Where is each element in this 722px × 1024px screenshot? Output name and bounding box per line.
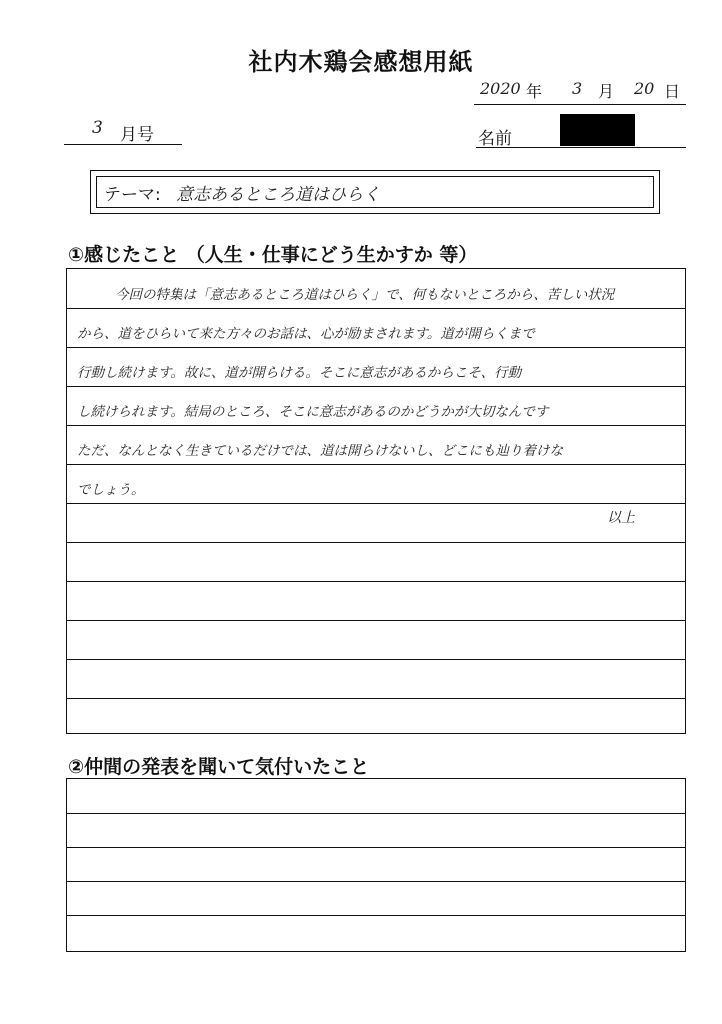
section2-writing-area xyxy=(66,778,686,952)
name-label: 名前 xyxy=(478,129,512,149)
date-day-label: 日 xyxy=(664,82,681,101)
form-title: 社内木鶏会感想用紙 xyxy=(248,48,474,76)
section1-line-6: でしょう。 xyxy=(77,482,145,498)
section1-line-3: 行動し続けます。故に、道が開らける。そこに意志があるからこそ、行動 xyxy=(77,365,522,381)
theme-label: テーマ: xyxy=(104,185,161,205)
section1-line-5: ただ、なんとなく生きているだけでは、道は開らけないし、どこにも辿り着けな xyxy=(77,443,563,459)
issue-underline xyxy=(64,144,182,145)
section1-line-2: から、道をひらいて来た方々のお話は、心が励まされます。道が開らくまで xyxy=(77,326,535,342)
date-month-label: 月 xyxy=(598,82,615,101)
date-year-value: 2020 xyxy=(480,79,521,98)
issue-value: 3 xyxy=(92,118,103,138)
date-underline xyxy=(474,104,686,105)
section1-writing-area xyxy=(66,268,686,734)
name-redaction xyxy=(560,114,635,146)
issue-label: 月号 xyxy=(120,125,154,145)
section1-line-4: し続けられます。結局のところ、そこに意志があるのかどうかが大切なんです xyxy=(77,404,549,420)
section2-heading: ②仲間の発表を聞いて気付いたこと xyxy=(68,756,370,778)
section1-heading: ①感じたこと （人生・仕事にどう生かすか 等） xyxy=(68,244,478,266)
date-day-value: 20 xyxy=(634,79,655,98)
theme-row xyxy=(104,180,380,205)
theme-value: 意志あるところ道はひらく xyxy=(176,185,381,205)
section1-closing: 以上 xyxy=(607,510,635,526)
section1-line-1: 今回の特集は「意志あるところ道はひらく」で、何もないところから、苦しい状況 xyxy=(115,287,615,303)
date-year-label: 年 xyxy=(526,82,543,101)
name-underline xyxy=(476,147,686,148)
date-year xyxy=(480,79,521,98)
date-month-value: 3 xyxy=(572,79,583,98)
